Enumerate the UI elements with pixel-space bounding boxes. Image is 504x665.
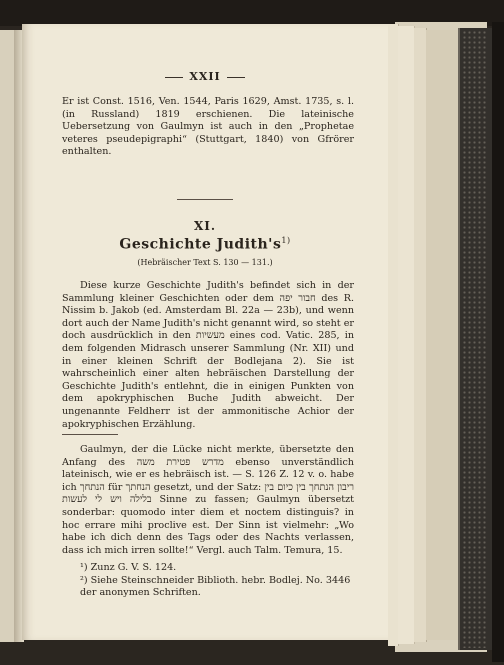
title-footnote-marker: 1) — [281, 236, 291, 245]
head-dash-left — [165, 77, 183, 78]
footnote-1: ¹) Zunz G. V. S. 124. — [80, 562, 177, 573]
page-number: XXII — [189, 70, 221, 83]
section-title-line — [22, 236, 388, 253]
footnote-2: ²) Siehe Steinschneider Biblioth. hebr. Bodlej. No. 3446 der anonymen Schriften. — [80, 574, 351, 599]
notes-divider — [62, 434, 118, 435]
book-page — [22, 24, 388, 640]
section-number: XI. — [193, 219, 217, 233]
main-text: Diese kurze Geschichte Judith's befindet sich in der Sammlung kleiner Geschichten oder dem חבור יפה des R. Nissim b. Jakob (ed. Amsterdam Bl. 22a — 23b), und wenn dort auch der Name Judith's nicht genannt wird, so steht er doch ausdrücklich in den מעשיות eines cod. Vatic. 285, in dem folgenden Midrasch unserer Sammlung (Nr. XII) und in einer kleinen Schrift der Bodlejana 2). Sie ist wahrscheinlich einer alten hebräischen Darstellung der Geschichte Judith's entlehnt, die in einigen Punkten von dem apokryphischen Buche Judith abweicht. Der ungenannte Feldherr ist der ammonitische Achior der apokryphischen Erzählung. — [62, 280, 355, 430]
page-stack-edge — [398, 26, 415, 644]
intro-text: Er ist Const. 1516, Ven. 1544, Paris 1629, Amst. 1735, s. l. (in Russland) 1819 erschienen. Die lateinische Uebersetzung von Gaulmyn ist auch in den „Prophetae veteres pseudepigraphi“ (Stuttgart, 1840) von Gfrörer enthalten. — [62, 96, 354, 158]
running-head — [22, 70, 388, 83]
intro-paragraph — [62, 96, 354, 159]
note-paragraph — [62, 444, 354, 557]
main-paragraph — [62, 280, 354, 431]
book-spine — [492, 22, 504, 662]
page-stack-edge — [426, 30, 460, 640]
section-divider — [177, 199, 233, 200]
section-subtitle: (Hebräischer Text S. 130 — 131.) — [137, 258, 273, 267]
note-text: Gaulmyn, der die Lücke nicht merkte, übersetzte den Anfang des מדרש פטירת משה ebenso unverständlich lateinisch, wie er es hebräisch ist. — S. 126 Z. 12 v. o. habe ich הנתחך für הנחתך gesetzt, und der Satz: ריבון הנתחך בין כיום בין בלילה ויש לי לעשות Sinne zu fassen; Gaulmyn übersetzt sonderbar: quomodo inter diem et noctem distinguis? in hoc errare mihi proclive est. Der Sinn ist vielmehr: „Wo habe ich dich denn des Tags oder des Nachts verlassen, dass ich mich irren sollte!“ Vergl. auch Talm. Temura, 15. — [62, 444, 355, 556]
cover-texture — [462, 30, 488, 648]
head-dash-right — [227, 77, 245, 78]
section-title: Geschichte Judith's — [119, 236, 282, 253]
footnotes — [80, 562, 360, 600]
